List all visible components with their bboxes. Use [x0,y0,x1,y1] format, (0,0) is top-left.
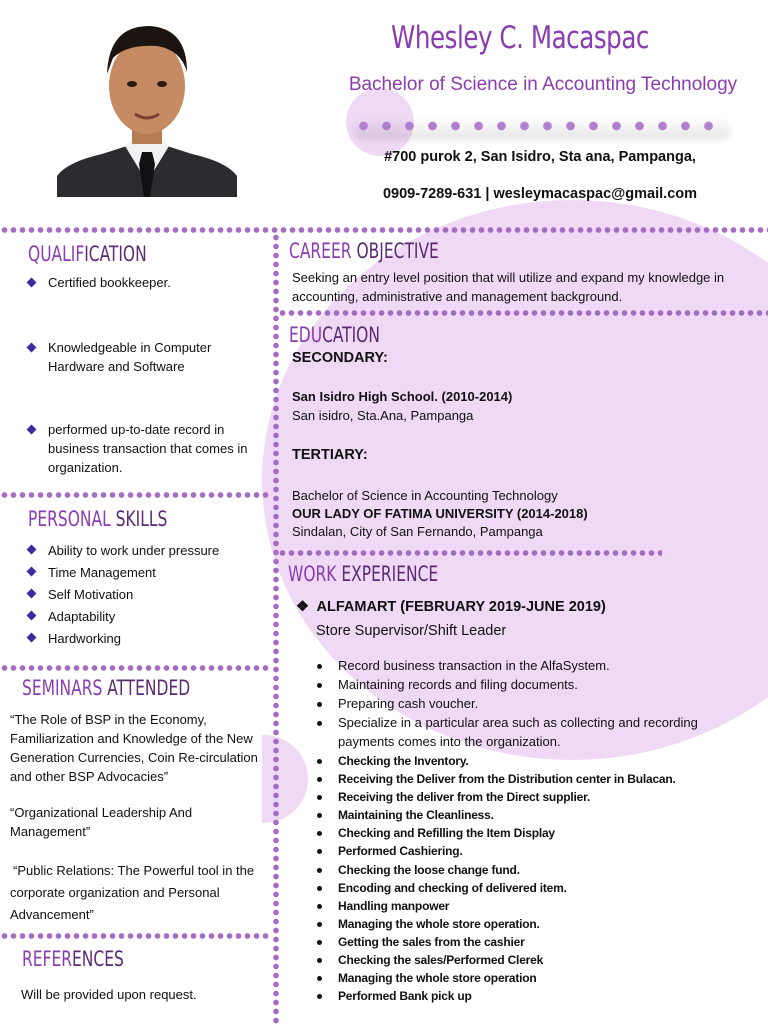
bullet-dot-icon [317,813,322,818]
career-objective-heading: CAREER OBJECTIVE [289,239,439,263]
bullet-dot-icon [317,702,322,707]
list-item: Performed Bank pick up [314,987,754,1005]
references-heading: REFERENCES [22,947,124,971]
skills-list [26,540,266,650]
list-item: Receiving the Deliver from the Distribution center in Bulacan. [314,770,754,788]
skill-item: Time Management [26,562,266,584]
list-item: Performed Cashiering. [314,842,754,860]
bullet-dot-icon [317,868,322,873]
bullet-dot-icon [317,721,322,726]
list-item: Checking the sales/Performed Clerek [314,951,754,969]
divider-header [0,227,768,233]
candidate-name: Whesley C. Macaspac [390,20,649,56]
secondary-label: SECONDARY: [292,350,388,366]
divider-vertical [273,233,279,1024]
list-item: Checking the loose change fund. [314,861,754,879]
list-item: Checking the Inventory. [314,752,754,770]
seminar-item: “The Role of BSP in the Economy, Familiarization and Knowledge of the New Generation Currencies, Coin Re-circulation and other BSP Advocacies” [10,712,258,784]
diamond-bullet-icon [27,589,37,599]
company-line [296,599,606,615]
qualification-item: Certified bookkeeper. [26,273,256,292]
bullet-dot-icon [317,831,322,836]
seminars-heading: SEMINARS ATTENDED [22,676,191,700]
bullet-dot-icon [317,664,322,669]
seminar-item: “Organizational Leadership And Management” [10,805,193,839]
bullet-dot-icon [317,922,322,927]
divider-right-2 [278,550,662,556]
skill-item: Hardworking [26,628,266,650]
diamond-bullet-icon [27,633,37,643]
duties-list-regular [314,656,734,751]
heading-part-dark: ICATION [84,242,147,266]
personal-skills-heading: PERSONAL SKILLS [28,507,168,531]
bullet-dot-icon [317,795,322,800]
seminar-item: “Public Relations: The Powerful tool in the corporate organization and Personal Advancement” [10,863,255,922]
secondary-school: San Isidro High School. (2010-2014) [292,389,513,404]
job-position: Store Supervisor/Shift Leader [316,623,507,639]
bullet-dot-icon [317,683,322,688]
list-item: Checking and Refilling the Item Display [314,824,754,842]
list-item: Specialize in a particular area such as collecting and recording payments comes into the organization. [314,713,734,751]
divider-left-3 [0,933,270,939]
list-item: Encoding and checking of delivered item. [314,879,754,897]
qualification-heading [28,242,147,266]
list-item: Handling manpower [314,897,754,915]
tertiary-label: TERTIARY: [292,447,368,463]
divider-right-1 [278,310,768,316]
work-experience-heading: WORK EXPERIENCE [288,562,439,586]
bullet-dot-icon [317,904,322,909]
education-heading: EDUCATION [289,323,380,347]
four-diamond-icon: ❖ [296,599,309,615]
bullet-dot-icon [317,849,322,854]
profile-photo [57,14,237,197]
contact-text: 0909-7289-631 | wesleymacaspac@gmail.com [382,186,698,202]
company-name: ALFAMART (FEBRUARY 2019-JUNE 2019) [316,599,606,615]
tertiary-school: OUR LADY OF FATIMA UNIVERSITY (2014-2018) [292,506,588,521]
list-item: Managing the whole store operation. [314,915,754,933]
duties-list-condensed [314,752,754,1005]
career-objective-text: Seeking an entry level position that will utilize and expand my knowledge in accounting, administrative and management background. [292,270,725,304]
list-item: Maintaining records and filing documents. [314,675,734,694]
decorative-half-circle [262,735,308,823]
skill-item: Self Motivation [26,584,266,606]
skill-item: Ability to work under pressure [26,540,266,562]
degree-title: Bachelor of Science in Accounting Technology [348,74,738,95]
list-item: Managing the whole store operation [314,969,754,987]
list-item: Getting the sales from the cashier [314,933,754,951]
tertiary-address: Sindalan, City of San Fernando, Pampanga [292,524,543,539]
bullet-dot-icon [317,976,322,981]
diamond-bullet-icon [27,545,37,555]
skill-item: Adaptability [26,606,266,628]
divider-left-1 [0,492,270,498]
diamond-bullet-icon [27,567,37,577]
bullet-dot-icon [317,759,322,764]
tertiary-course: Bachelor of Science in Accounting Technology [292,488,558,503]
bullet-dot-icon [317,940,322,945]
heading-part-accent: QUALIF [28,242,85,266]
bullet-dot-icon [317,777,322,782]
qualification-item: performed up-to-date record in business transaction that comes in organization. [26,420,261,477]
bullet-dot-icon [317,886,322,891]
secondary-address: San isidro, Sta.Ana, Pampanga [292,408,474,423]
diamond-bullet-icon [27,278,37,288]
list-item: Preparing cash voucher. [314,694,734,713]
list-item: Record business transaction in the AlfaSystem. [314,656,734,675]
address-text: #700 purok 2, San Isidro, Sta ana, Pampanga, [384,149,696,165]
diamond-bullet-icon [27,343,37,353]
diamond-bullet-icon [27,425,37,435]
diamond-bullet-icon [27,611,37,621]
list-item: Receiving the deliver from the Direct supplier. [314,788,754,806]
decorative-dot-row [352,120,720,132]
bullet-dot-icon [317,958,322,963]
bullet-dot-icon [317,994,322,999]
references-text: Will be provided upon request. [21,987,197,1002]
list-item: Maintaining the Cleanliness. [314,806,754,824]
divider-left-2 [0,665,270,671]
qualification-item: Knowledgeable in Computer Hardware and Software [26,338,256,376]
